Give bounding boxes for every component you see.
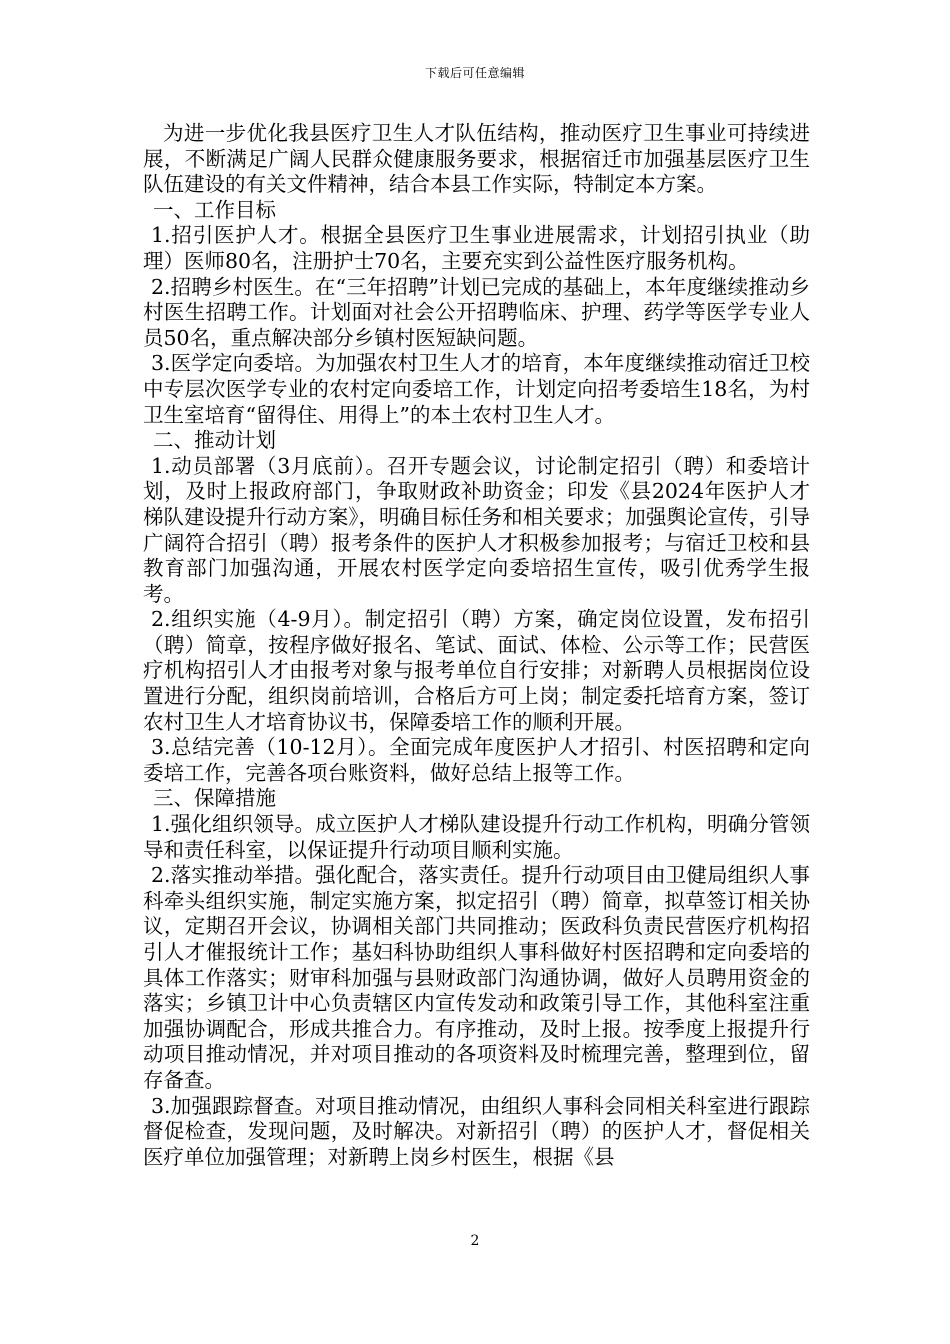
document-body — [143, 121, 810, 1170]
section-heading-measures: 三、保障措施 — [153, 786, 276, 811]
measure-item-3: 3.加强跟踪督查。对项目推动情况，由组织人事科会同相关科室进行跟踪督促检查，发现问题，及时解决。对新招引（聘）的医护人才，督促相关医疗单位加强管理；对新聘上岗乡村医生，根据《县 — [143, 1093, 810, 1169]
intro-paragraph: 为进一步优化我县医疗卫生人才队伍结构，推动医疗卫生事业可持续进展，不断满足广阔人民群众健康服务要求，根据宿迁市加强基层医疗卫生队伍建设的有关文件精神，结合本县工作实际，特制定本方案。 — [143, 121, 810, 197]
plan-item-3: 3.总结完善（10-12月）。全面完成年度医护人才招引、村医招聘和定向委培工作，完善各项台账资料，做好总结上报等工作。 — [143, 735, 810, 785]
section-heading-goals: 一、工作目标 — [153, 197, 276, 222]
measure-item-2: 2.落实推动举措。强化配合，落实责任。提升行动项目由卫健局组织人事科牵头组织实施，制定实施方案，拟定招引（聘）简章，拟草签订相关协议，定期召开会议，协调相关部门共同推动；医政科负责民营医疗机构招引人才催报统计工作；基妇科协助组织人事科做好村医招聘和定向委培的具体工作落实；财审科加强与县财政部门沟通协调，做好人员聘用资金的落实；乡镇卫计中心负责辖区内宣传发动和政策引导工作，其他科室注重加强协调配合，形成共推合力。有序推动，及时上报。按季度上报提升行动项目推动情况，并对项目推动的各项资料及时梳理完善，整理到位，留存备查。 — [143, 863, 810, 1092]
plan-item-2: 2.组织实施（4-9月）。制定招引（聘）方案，确定岗位设置，发布招引（聘）简章，按程序做好报名、笔试、面试、体检、公示等工作；民营医疗机构招引人才由报考对象与报考单位自行安排；对新聘人员根据岗位设置进行分配，组织岗前培训，合格后方可上岗；制定委托培育方案，签订农村卫生人才培育协议书，保障委培工作的顺利开展。 — [143, 607, 810, 734]
goal-item-3: 3.医学定向委培。为加强农村卫生人才的培育，本年度继续推动宿迁卫校中专层次医学专业的农村定向委培工作，计划定向招考委培生18名，为村卫生室培育“留得住、用得上”的本土农村卫生人才。 — [143, 351, 810, 427]
plan-item-1: 1.动员部署（3月底前）。召开专题会议，讨论制定招引（聘）和委培计划，及时上报政府部门，争取财政补助资金；印发《县2024年医护人才梯队建设提升行动方案》，明确目标任务和相关要求；加强舆论宣传，引导广阔符合招引（聘）报考条件的医护人才积极参加报考；与宿迁卫校和县教育部门加强沟通，开展农村医学定向委培招生宣传，吸引优秀学生报考。 — [143, 453, 810, 606]
goal-item-2: 2.招聘乡村医生。在“三年招聘”计划已完成的基础上，本年度继续推动乡村医生招聘工作。计划面对社会公开招聘临床、护理、药学等医学专业人员50名，重点解决部分乡镇村医短缺问题。 — [143, 274, 810, 350]
page-header: 下载后可任意编辑 — [424, 66, 525, 80]
section-heading-plan: 二、推动计划 — [153, 428, 276, 453]
page-number: 2 — [470, 1233, 480, 1249]
measure-item-1: 1.强化组织领导。成立医护人才梯队建设提升行动工作机构，明确分管领导和责任科室，以保证提升行动项目顺利实施。 — [143, 812, 810, 862]
goal-item-1: 1.招引医护人才。根据全县医疗卫生事业进展需求，计划招引执业（助理）医师80名，注册护士70名，主要充实到公益性医疗服务机构。 — [143, 223, 810, 273]
